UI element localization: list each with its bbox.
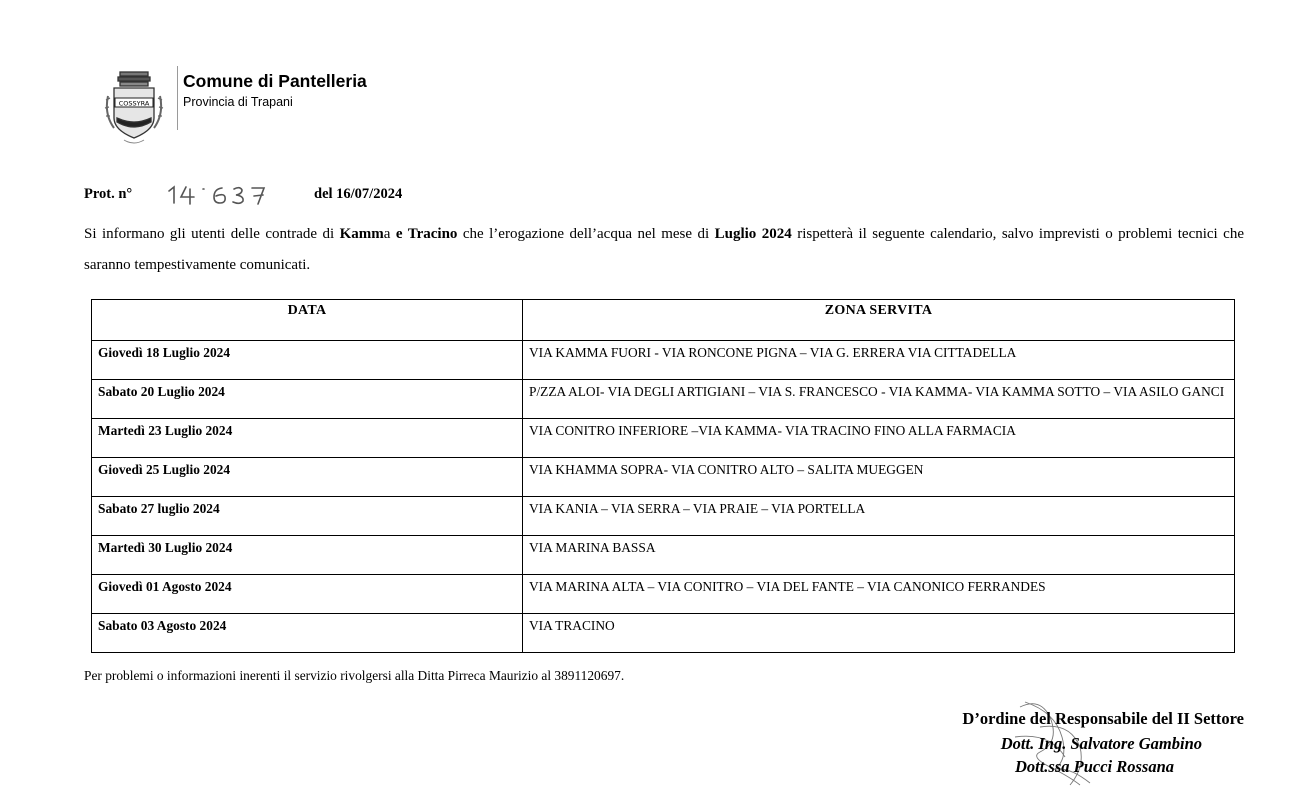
row-zone: VIA TRACINO	[523, 614, 1235, 653]
row-zone: VIA CONITRO INFERIORE –VIA KAMMA- VIA TRACINO FINO ALLA FARMACIA	[523, 419, 1235, 458]
handwritten-protocol-number	[166, 181, 284, 209]
signature-line-2: Dott. Ing. Salvatore Gambino	[1000, 734, 1202, 753]
column-header-zone: ZONA SERVITA	[523, 300, 1235, 341]
row-zone: P/ZZA ALOI- VIA DEGLI ARTIGIANI – VIA S. FRANCESCO - VIA KAMMA- VIA KAMMA SOTTO – VIA ASILO GANCI	[523, 380, 1235, 419]
row-date: Giovedì 18 Luglio 2024	[92, 341, 523, 380]
column-header-date: DATA	[92, 300, 523, 341]
table-row	[92, 497, 1235, 536]
table-row	[92, 380, 1235, 419]
signature-line-3: Dott.ssa Pucci Rossana	[1014, 757, 1174, 776]
row-date: Giovedì 01 Agosto 2024	[92, 575, 523, 614]
row-date: Giovedì 25 Luglio 2024	[92, 458, 523, 497]
municipal-crest-logo	[100, 66, 168, 150]
row-date: Martedì 30 Luglio 2024	[92, 536, 523, 575]
water-schedule-table	[91, 299, 1235, 653]
row-zone: VIA KAMMA FUORI - VIA RONCONE PIGNA – VIA G. ERRERA VIA CITTADELLA	[523, 341, 1235, 380]
signature-line-1: D’ordine del Responsabile del II Settore	[962, 709, 1244, 728]
table-row	[92, 419, 1235, 458]
table-row	[92, 341, 1235, 380]
row-date: Martedì 23 Luglio 2024	[92, 419, 523, 458]
crest-banner-text: COSSYRA	[118, 99, 150, 108]
org-province: Provincia di Trapani	[183, 95, 293, 109]
row-zone: VIA KANIA – VIA SERRA – VIA PRAIE – VIA PORTELLA	[523, 497, 1235, 536]
org-name: Comune di Pantelleria	[183, 71, 367, 91]
table-row	[92, 575, 1235, 614]
svg-text:14 637: 14 637	[166, 208, 169, 209]
contact-note: Per problemi o informazioni inerenti il servizio rivolgersi alla Ditta Pirreca Maurizio al 3891120697.	[84, 668, 625, 683]
header-divider	[177, 66, 178, 130]
protocol-date: del 16/07/2024	[314, 186, 403, 202]
table-row	[92, 458, 1235, 497]
intro-paragraph: Si informano gli utenti delle contrade di Kamma e Tracino che l’erogazione dell’acqua nel mese di Luglio 2024 rispetterà il seguente calendario, salvo imprevisti o problemi tecnici che saranno tempestivamente comunicati.	[84, 226, 1244, 273]
row-zone: VIA MARINA BASSA	[523, 536, 1235, 575]
row-date: Sabato 20 Luglio 2024	[92, 380, 523, 419]
table-row	[92, 536, 1235, 575]
table-row	[92, 614, 1235, 653]
table-header-row	[92, 300, 1235, 341]
protocol-label: Prot. n°	[84, 186, 133, 202]
row-date: Sabato 03 Agosto 2024	[92, 614, 523, 653]
row-date: Sabato 27 luglio 2024	[92, 497, 523, 536]
row-zone: VIA MARINA ALTA – VIA CONITRO – VIA DEL FANTE – VIA CANONICO FERRANDES	[523, 575, 1235, 614]
row-zone: VIA KHAMMA SOPRA- VIA CONITRO ALTO – SALITA MUEGGEN	[523, 458, 1235, 497]
